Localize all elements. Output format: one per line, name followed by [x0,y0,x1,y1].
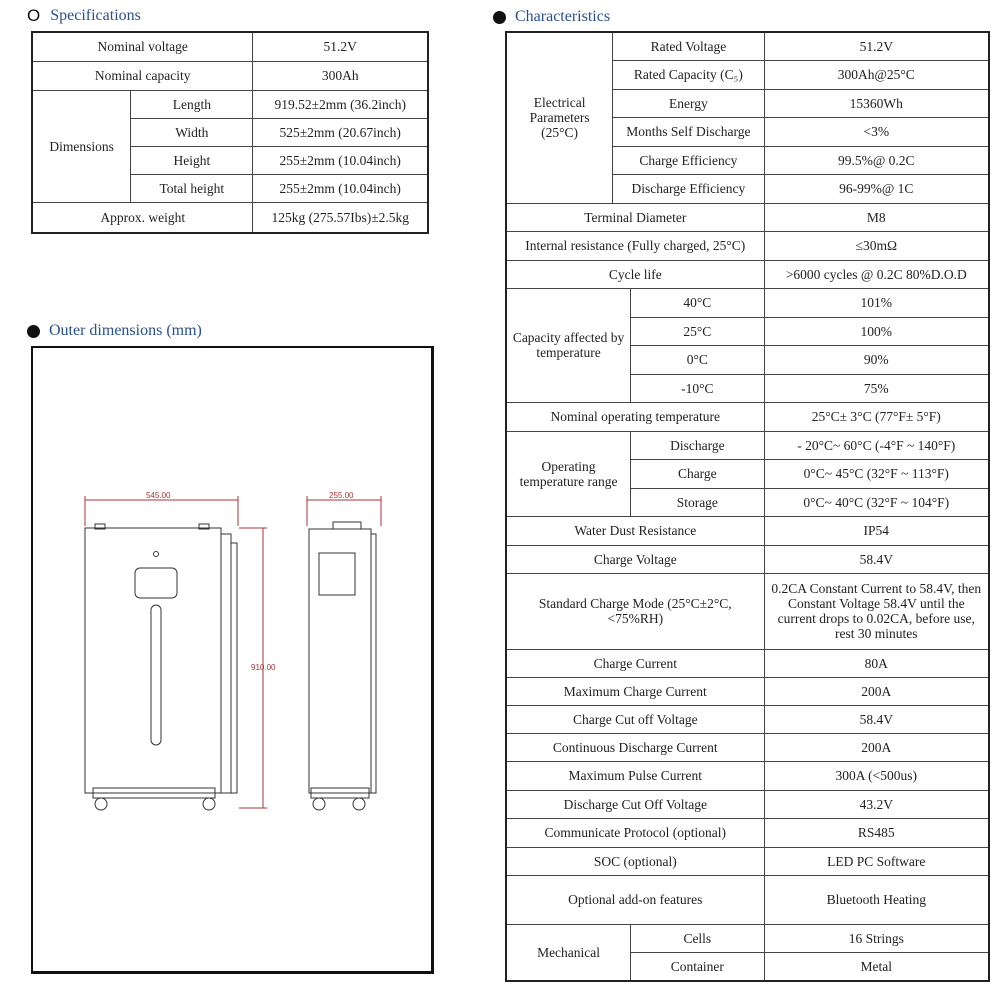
table-row [506,32,989,60]
table-row [506,203,989,231]
char-value: 200A [764,677,989,705]
char-label: Discharge [631,431,764,459]
char-value: M8 [764,203,989,231]
char-label: Internal resistance (Fully charged, 25°C) [506,231,764,260]
bullet-icon [493,11,506,24]
dimensions-group-label: Dimensions [32,90,131,202]
char-label: Rated Capacity (C₅) [613,60,764,89]
table-row [32,61,428,90]
table-row [506,545,989,573]
spec-value: 255±2mm (10.04inch) [253,174,428,202]
char-label: Maximum Pulse Current [506,761,764,790]
spec-label: Nominal capacity [32,61,253,90]
spec-label: Height [131,146,253,174]
char-value: RS485 [764,818,989,847]
table-row [506,847,989,875]
char-value: IP54 [764,516,989,545]
table-row [506,260,989,288]
char-value: 51.2V [764,32,989,60]
char-label: Discharge Efficiency [613,174,764,203]
spec-label: Nominal voltage [32,32,253,61]
char-value: 15360Wh [764,89,989,117]
electrical-group-label: Electrical Parameters (25°C) [506,32,613,203]
char-label: SOC (optional) [506,847,764,875]
char-value: 99.5%@ 0.2C [764,146,989,174]
char-value: 101% [764,288,989,317]
char-label: Discharge Cut Off Voltage [506,790,764,818]
char-value: 58.4V [764,545,989,573]
char-label: 0°C [631,345,764,374]
char-value: 100% [764,317,989,345]
battery-drawing [33,348,429,969]
char-label: Container [631,952,764,981]
char-value: ≤30mΩ [764,231,989,260]
side-width-dimension: 255.00 [329,491,354,500]
char-label: 40°C [631,288,764,317]
char-label: Energy [613,89,764,117]
table-row [506,733,989,761]
side-view [307,496,381,810]
spec-value: 51.2V [253,32,428,61]
table-row [506,924,989,952]
char-label: Nominal operating temperature [506,402,764,431]
char-label: Terminal Diameter [506,203,764,231]
char-value: 0.2CA Constant Current to 58.4V, then Constant Voltage 58.4V until the current drops to 0.02CA, before use, rest 30 minutes [764,573,989,649]
table-row [506,649,989,677]
char-label: Charge [631,459,764,488]
spec-label: Total height [131,174,253,202]
table-row [506,402,989,431]
spec-value: 255±2mm (10.04inch) [253,146,428,174]
table-row [506,875,989,924]
spec-label: Width [131,118,253,146]
outer-dimensions-title: Outer dimensions (mm) [49,322,202,339]
char-value: 200A [764,733,989,761]
char-label: Cells [631,924,764,952]
table-row [506,790,989,818]
char-value: Bluetooth Heating [764,875,989,924]
table-row [506,705,989,733]
spec-value: 919.52±2mm (36.2inch) [253,90,428,118]
height-dimension: 910.00 [251,663,276,672]
char-label: Communicate Protocol (optional) [506,818,764,847]
char-value: 300A (<500us) [764,761,989,790]
char-label: Months Self Discharge [613,117,764,146]
table-row [32,90,428,118]
table-row [506,573,989,649]
char-value: 16 Strings [764,924,989,952]
table-row [32,32,428,61]
char-label: Charge Voltage [506,545,764,573]
table-row [506,761,989,790]
char-value: 0°C~ 45°C (32°F ~ 113°F) [764,459,989,488]
char-label: Charge Efficiency [613,146,764,174]
char-value: 300Ah@25°C [764,60,989,89]
capacity-group-label: Capacity affected by temperature [506,288,631,402]
table-row [506,231,989,260]
char-value: - 20°C~ 60°C (-4°F ~ 140°F) [764,431,989,459]
char-label: Charge Cut off Voltage [506,705,764,733]
char-label: 25°C [631,317,764,345]
table-row [506,288,989,317]
char-label: Rated Voltage [613,32,764,60]
char-label: Continuous Discharge Current [506,733,764,761]
table-row [506,818,989,847]
char-value: 96-99%@ 1C [764,174,989,203]
specifications-table [31,31,429,234]
spec-value: 525±2mm (20.67inch) [253,118,428,146]
char-value: LED PC Software [764,847,989,875]
table-row [506,516,989,545]
spec-value: 300Ah [253,61,428,90]
characteristics-heading [493,8,610,26]
char-value: Metal [764,952,989,981]
char-label: Charge Current [506,649,764,677]
bullet-icon [27,325,40,338]
mechanical-group-label: Mechanical [506,924,631,981]
char-value: 0°C~ 40°C (32°F ~ 104°F) [764,488,989,516]
char-label: Cycle life [506,260,764,288]
specifications-heading [27,6,141,26]
front-view [85,496,267,810]
specifications-title: Specifications [50,7,141,24]
char-value: 58.4V [764,705,989,733]
table-row [506,431,989,459]
char-value: 90% [764,345,989,374]
spec-label: Approx. weight [32,202,253,233]
optemp-group-label: Operating temperature range [506,431,631,516]
outer-dimensions-drawing-frame [31,346,434,974]
char-value: <3% [764,117,989,146]
char-label: -10°C [631,374,764,402]
char-value: 43.2V [764,790,989,818]
char-label: Water Dust Resistance [506,516,764,545]
characteristics-table [505,31,990,982]
char-value: 80A [764,649,989,677]
table-row [506,677,989,705]
spec-value: 125kg (275.57Ibs)±2.5kg [253,202,428,233]
char-label: Maximum Charge Current [506,677,764,705]
char-label: Standard Charge Mode (25°C±2°C, <75%RH) [506,573,764,649]
characteristics-title: Characteristics [515,8,611,25]
char-value: >6000 cycles @ 0.2C 80%D.O.D [764,260,989,288]
circle-bullet-icon: O [27,6,41,25]
front-width-dimension: 545.00 [146,491,171,500]
char-label: Storage [631,488,764,516]
spec-label: Length [131,90,253,118]
char-value: 25°C± 3°C (77°F± 5°F) [764,402,989,431]
char-label: Optional add-on features [506,875,764,924]
char-value: 75% [764,374,989,402]
table-row [32,202,428,233]
outer-dimensions-heading [27,322,202,340]
